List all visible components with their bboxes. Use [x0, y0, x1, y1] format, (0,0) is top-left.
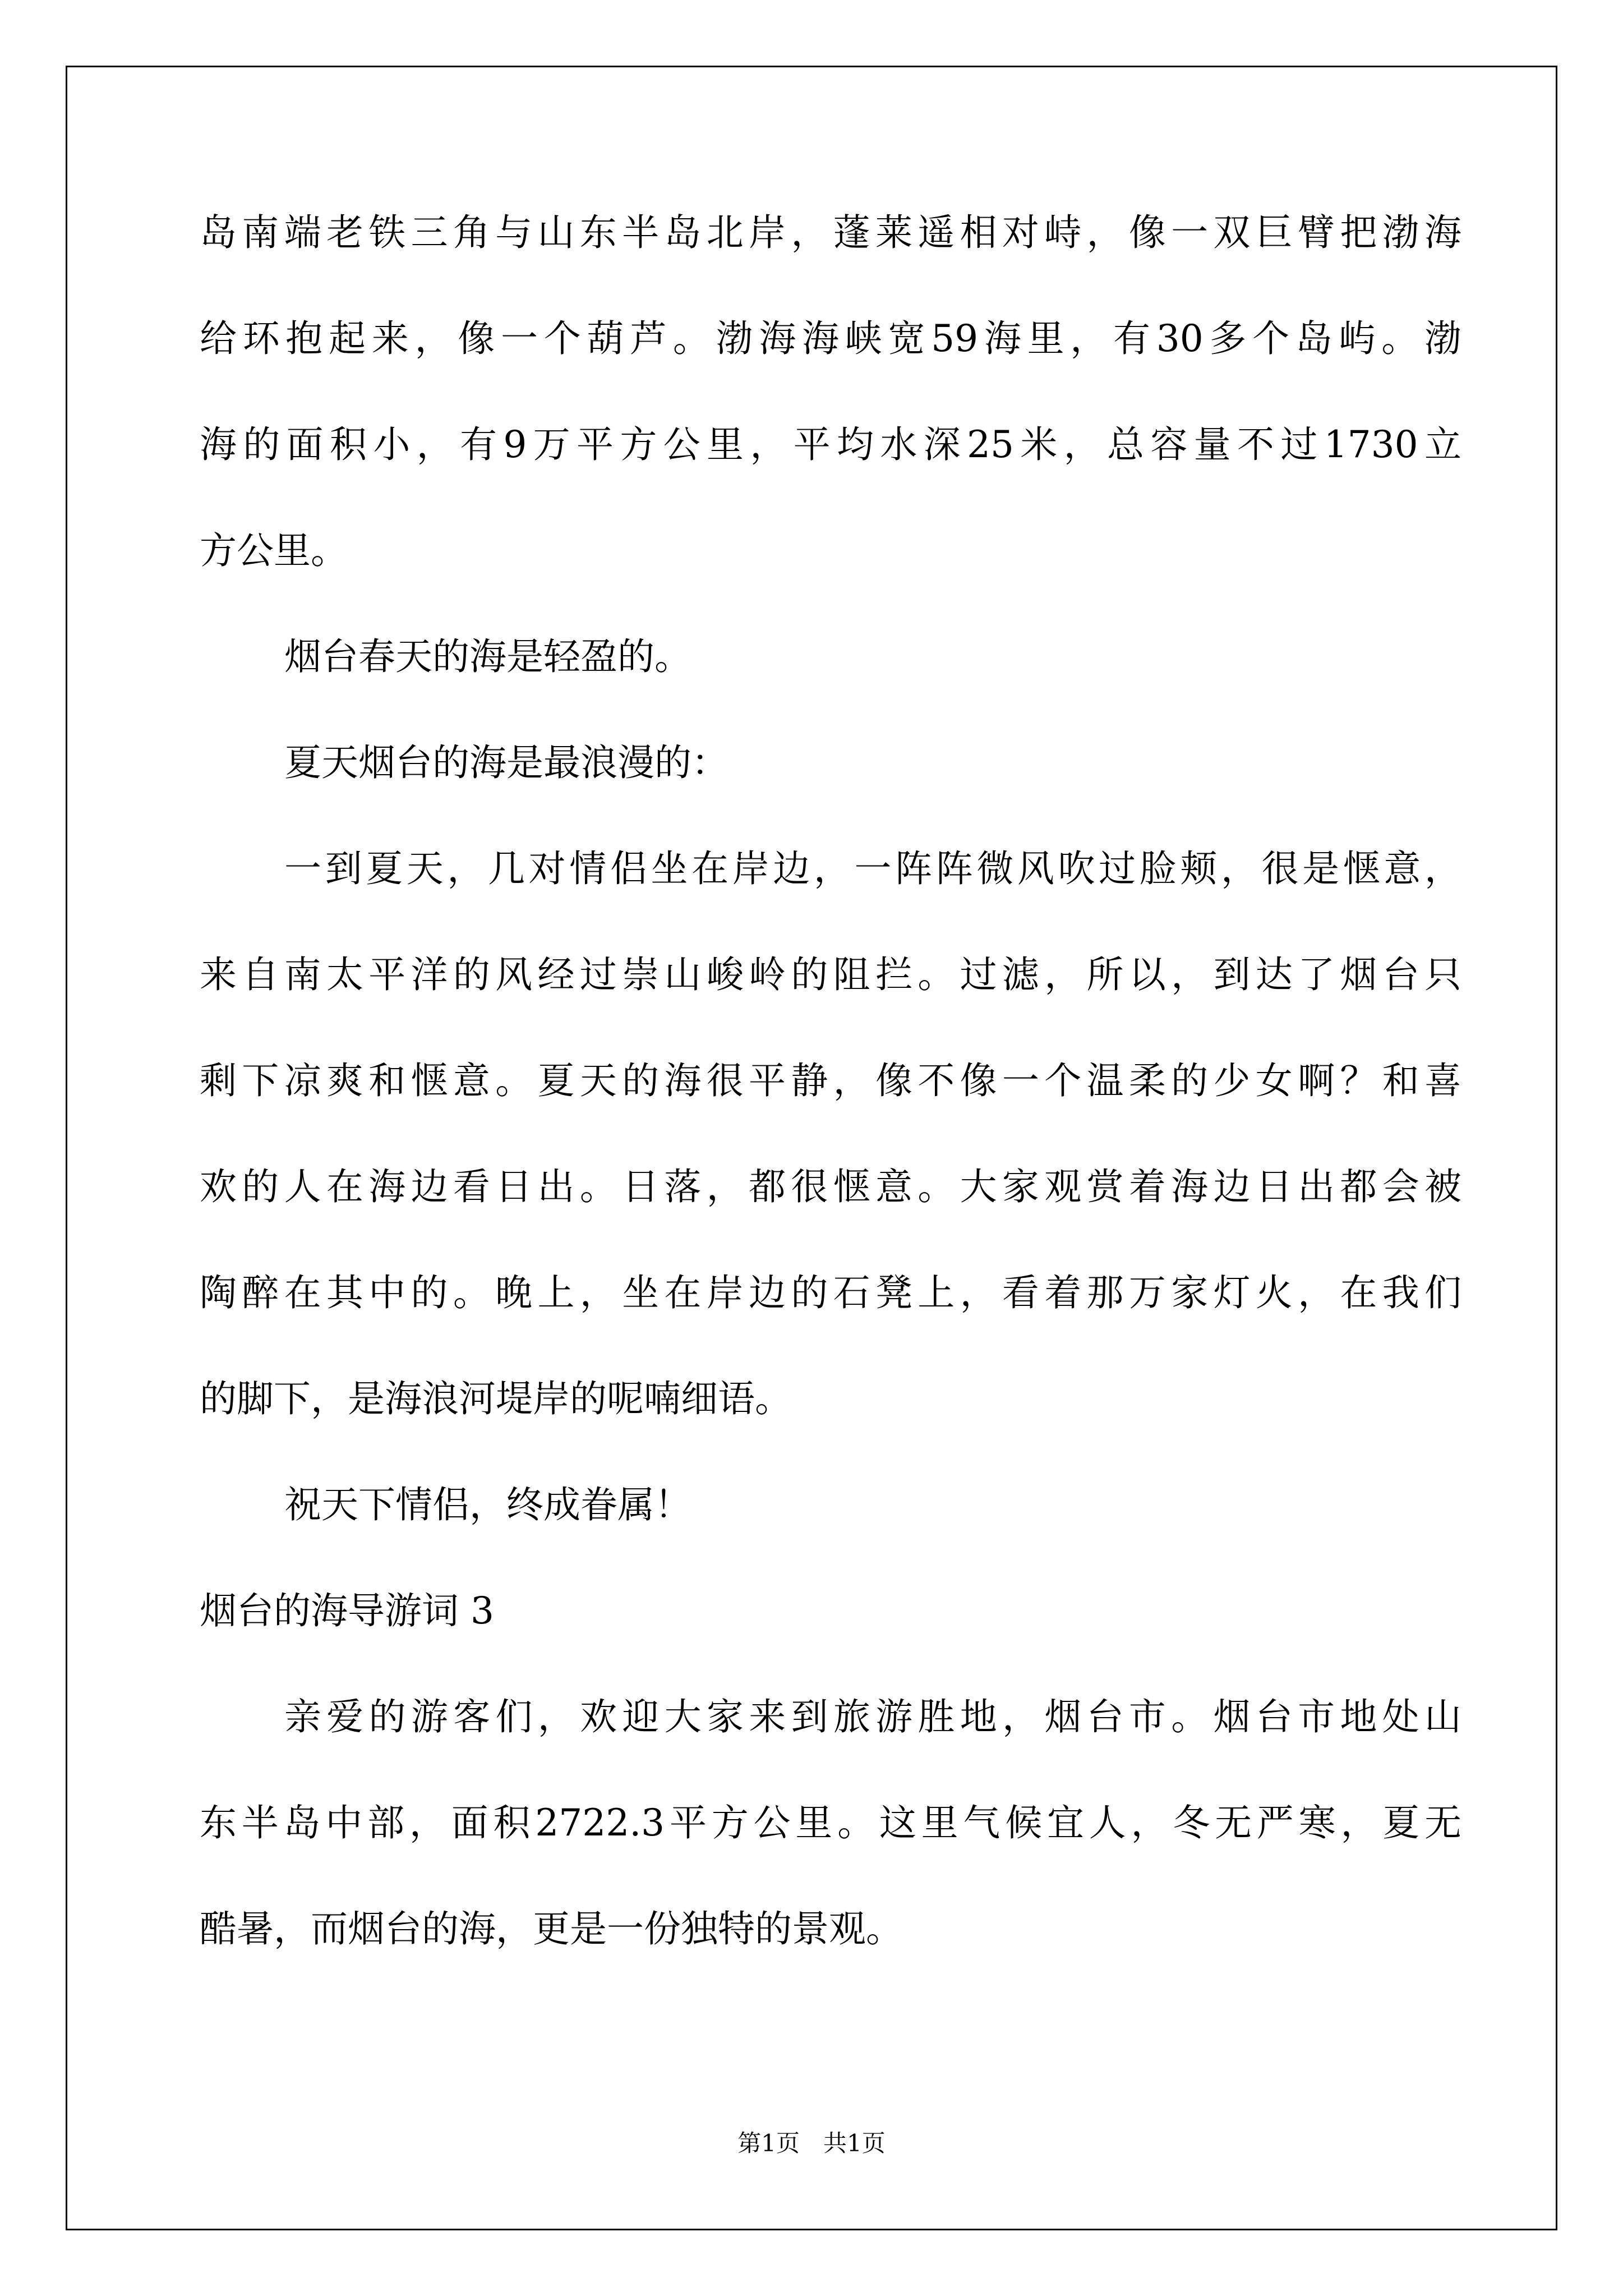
paragraph — [200, 1695, 1461, 2017]
text-line: 烟台春天的海是轻盈的。 — [284, 635, 691, 678]
text-line: 陶醉在其中的。晚上，坐在岸边的石凳上，看着那万家灯火，在我们 — [200, 1271, 1461, 1314]
text-line: 东半岛中部，面积2722.3平方公里。这里气候宜人，冬无严寒，夏无 — [200, 1801, 1461, 1844]
document-body — [200, 211, 1461, 2017]
text-line: 海的面积小，有9万平方公里，平均水深25米，总容量不过1730立 — [200, 423, 1461, 466]
section-heading: 烟台的海导游词 3 — [200, 1589, 494, 1632]
paragraph — [200, 847, 1461, 1487]
paragraph — [200, 1483, 1461, 1593]
paragraph — [200, 741, 1461, 850]
text-line: 欢的人在海边看日出。日落，都很惬意。大家观赏着海边日出都会被 — [200, 1165, 1461, 1208]
paragraph — [200, 635, 1461, 744]
text-line: 来自南太平洋的风经过崇山峻岭的阻拦。过滤，所以，到达了烟台只 — [200, 953, 1461, 996]
text-line: 给环抱起来，像一个葫芦。渤海海峡宽59海里，有30多个岛屿。渤 — [200, 317, 1461, 360]
text-line: 方公里。 — [200, 529, 348, 572]
text-line: 夏天烟台的海是最浪漫的： — [284, 741, 728, 784]
text-line: 亲爱的游客们，欢迎大家来到旅游胜地，烟台市。烟台市地处山 — [284, 1695, 1461, 1738]
text-line: 岛南端老铁三角与山东半岛北岸，蓬莱遥相对峙，像一双巨臂把渤海 — [200, 211, 1461, 254]
text-line: 剩下凉爽和惬意。夏天的海很平静，像不像一个温柔的少女啊？和喜 — [200, 1059, 1461, 1102]
text-line: 的脚下，是海浪河堤岸的呢喃细语。 — [200, 1377, 792, 1420]
text-line: 酷暑，而烟台的海，更是一份独特的景观。 — [200, 1907, 903, 1950]
paragraph — [200, 211, 1461, 638]
text-line: 一到夏天，几对情侣坐在岸边，一阵阵微风吹过脸颊，很是惬意， — [284, 847, 1461, 890]
text-line: 祝天下情侣，终成眷属！ — [284, 1483, 691, 1526]
page-footer: 第1页 共1页 — [737, 2129, 886, 2157]
